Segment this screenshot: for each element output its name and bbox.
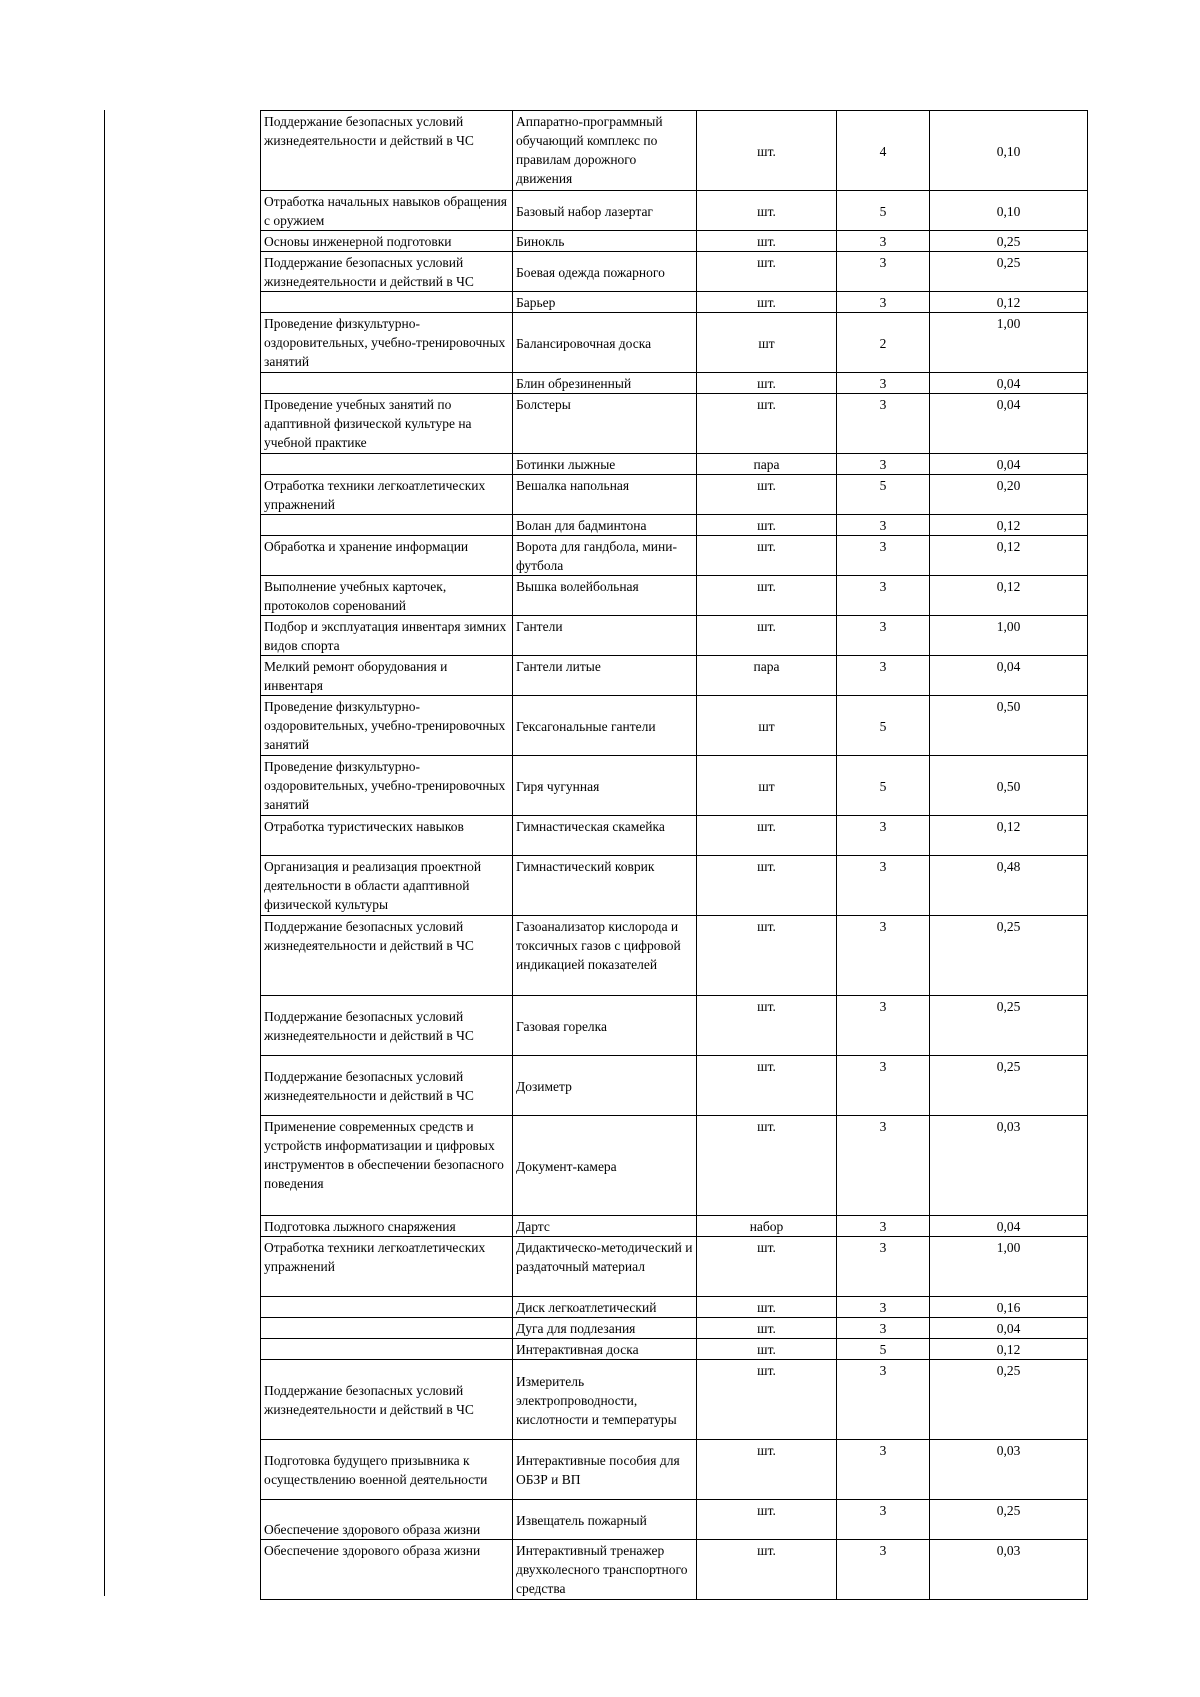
name-cell: Измеритель электропроводности, кислотности и температуры (513, 1360, 697, 1440)
coef-cell: 0,04 (930, 1318, 1088, 1339)
qty-cell: 5 (837, 191, 930, 231)
coef-cell: 0,04 (930, 1216, 1088, 1237)
unit-cell: шт. (697, 1318, 837, 1339)
name-cell: Газоанализатор кислорода и токсичных газов с цифровой индикацией показателей (513, 916, 697, 996)
purpose-cell (261, 1339, 513, 1360)
name-cell: Блин обрезиненный (513, 373, 697, 394)
qty-cell: 2 (837, 313, 930, 373)
name-cell: Аппаратно-программный обучающий комплекс по правилам дорожного движения (513, 111, 697, 191)
qty-cell: 5 (837, 756, 930, 816)
unit-cell: шт. (697, 252, 837, 292)
unit-cell: шт. (697, 515, 837, 536)
table-row (261, 916, 1088, 996)
purpose-cell: Организация и реализация проектной деятельности в области адаптивной физической культуры (261, 856, 513, 916)
name-cell: Гимнастический коврик (513, 856, 697, 916)
unit-cell: шт (697, 313, 837, 373)
purpose-cell: Отработка начальных навыков обращения с оружием (261, 191, 513, 231)
unit-cell: шт. (697, 111, 837, 191)
qty-cell: 5 (837, 696, 930, 756)
table-row (261, 1500, 1088, 1540)
purpose-cell (261, 515, 513, 536)
purpose-cell: Подбор и эксплуатация инвентаря зимних видов спорта (261, 616, 513, 656)
name-cell: Ботинки лыжные (513, 454, 697, 475)
qty-cell: 3 (837, 1440, 930, 1500)
qty-cell: 5 (837, 475, 930, 515)
qty-cell: 3 (837, 616, 930, 656)
qty-cell: 3 (837, 1116, 930, 1216)
name-cell: Документ-камера (513, 1116, 697, 1216)
purpose-cell: Проведение физкультурно-оздоровительных, учебно-тренировочных занятий (261, 696, 513, 756)
name-cell: Гимнастическая скамейка (513, 816, 697, 856)
coef-cell: 0,04 (930, 394, 1088, 454)
coef-cell: 0,25 (930, 1360, 1088, 1440)
unit-cell: шт. (697, 616, 837, 656)
purpose-cell: Применение современных средств и устройств информатизации и цифровых инструментов в обеспечении безопасного поведения (261, 1116, 513, 1216)
name-cell: Болстеры (513, 394, 697, 454)
coef-cell: 0,20 (930, 475, 1088, 515)
table-row (261, 454, 1088, 475)
coef-cell: 1,00 (930, 313, 1088, 373)
table-row (261, 816, 1088, 856)
unit-cell: шт. (697, 394, 837, 454)
coef-cell: 0,50 (930, 696, 1088, 756)
name-cell: Вешалка напольная (513, 475, 697, 515)
table-row (261, 1360, 1088, 1440)
name-cell: Дартс (513, 1216, 697, 1237)
table-row (261, 1540, 1088, 1600)
unit-cell: шт. (697, 996, 837, 1056)
unit-cell: шт. (697, 536, 837, 576)
name-cell: Дуга для подлезания (513, 1318, 697, 1339)
qty-cell: 3 (837, 1297, 930, 1318)
qty-cell: 3 (837, 856, 930, 916)
table-row (261, 1339, 1088, 1360)
name-cell: Ворота для гандбола, мини-футбола (513, 536, 697, 576)
qty-cell: 3 (837, 1500, 930, 1540)
unit-cell: шт. (697, 292, 837, 313)
unit-cell: шт. (697, 231, 837, 252)
purpose-cell (261, 1297, 513, 1318)
unit-cell: шт. (697, 816, 837, 856)
name-cell: Дозиметр (513, 1056, 697, 1116)
coef-cell: 0,04 (930, 656, 1088, 696)
qty-cell: 3 (837, 1318, 930, 1339)
name-cell: Гантели литые (513, 656, 697, 696)
unit-cell: пара (697, 454, 837, 475)
qty-cell: 3 (837, 292, 930, 313)
table-row (261, 292, 1088, 313)
purpose-cell: Выполнение учебных карточек, протоколов соренований (261, 576, 513, 616)
table-row (261, 1237, 1088, 1297)
coef-cell: 0,03 (930, 1540, 1088, 1600)
table-row (261, 1216, 1088, 1237)
unit-cell: шт. (697, 1500, 837, 1540)
table-row (261, 756, 1088, 816)
name-cell: Гексагональные гантели (513, 696, 697, 756)
purpose-cell: Обработка и хранение информации (261, 536, 513, 576)
unit-cell: шт. (697, 916, 837, 996)
qty-cell: 3 (837, 1237, 930, 1297)
table-row (261, 394, 1088, 454)
table-row (261, 996, 1088, 1056)
coef-cell: 0,25 (930, 252, 1088, 292)
qty-cell: 3 (837, 231, 930, 252)
qty-cell: 3 (837, 394, 930, 454)
coef-cell: 0,48 (930, 856, 1088, 916)
table-row (261, 475, 1088, 515)
qty-cell: 3 (837, 576, 930, 616)
purpose-cell: Поддержание безопасных условий жизнедеятельности и действий в ЧС (261, 1360, 513, 1440)
coef-cell: 0,25 (930, 1500, 1088, 1540)
unit-cell: набор (697, 1216, 837, 1237)
purpose-cell: Обеспечение здорового образа жизни (261, 1540, 513, 1600)
table-row (261, 576, 1088, 616)
unit-cell: шт. (697, 576, 837, 616)
name-cell: Боевая одежда пожарного (513, 252, 697, 292)
name-cell: Извещатель пожарный (513, 1500, 697, 1540)
purpose-cell (261, 1318, 513, 1339)
table-row (261, 1318, 1088, 1339)
name-cell: Дидактическо-методический и раздаточный материал (513, 1237, 697, 1297)
table-row (261, 231, 1088, 252)
name-cell: Гантели (513, 616, 697, 656)
unit-cell: шт. (697, 856, 837, 916)
coef-cell: 0,03 (930, 1440, 1088, 1500)
purpose-cell: Обеспечение здорового образа жизни (261, 1500, 513, 1540)
table-row (261, 536, 1088, 576)
unit-cell: шт (697, 696, 837, 756)
unit-cell: шт. (697, 1116, 837, 1216)
table-row (261, 252, 1088, 292)
purpose-cell: Основы инженерной подготовки (261, 231, 513, 252)
purpose-cell: Поддержание безопасных условий жизнедеятельности и действий в ЧС (261, 996, 513, 1056)
coef-cell: 0,10 (930, 111, 1088, 191)
table-row (261, 1297, 1088, 1318)
table-row (261, 1056, 1088, 1116)
table-row (261, 191, 1088, 231)
qty-cell: 3 (837, 454, 930, 475)
table-row (261, 616, 1088, 656)
coef-cell: 0,10 (930, 191, 1088, 231)
coef-cell: 0,12 (930, 576, 1088, 616)
name-cell: Базовый набор лазертаг (513, 191, 697, 231)
coef-cell: 0,16 (930, 1297, 1088, 1318)
purpose-cell: Проведение физкультурно-оздоровительных, учебно-тренировочных занятий (261, 756, 513, 816)
table-row (261, 373, 1088, 394)
unit-cell: шт (697, 756, 837, 816)
name-cell: Диск легкоатлетический (513, 1297, 697, 1318)
coef-cell: 0,04 (930, 454, 1088, 475)
name-cell: Волан для бадминтона (513, 515, 697, 536)
qty-cell: 3 (837, 515, 930, 536)
coef-cell: 0,04 (930, 373, 1088, 394)
qty-cell: 3 (837, 996, 930, 1056)
qty-cell: 5 (837, 1339, 930, 1360)
purpose-cell: Отработка техники легкоатлетических упражнений (261, 475, 513, 515)
qty-cell: 3 (837, 1216, 930, 1237)
name-cell: Барьер (513, 292, 697, 313)
qty-cell: 3 (837, 1056, 930, 1116)
name-cell: Интерактивные пособия для ОБЗР и ВП (513, 1440, 697, 1500)
coef-cell: 0,50 (930, 756, 1088, 816)
qty-cell: 3 (837, 1540, 930, 1600)
name-cell: Газовая горелка (513, 996, 697, 1056)
qty-cell: 3 (837, 536, 930, 576)
coef-cell: 0,03 (930, 1116, 1088, 1216)
name-cell: Интерактивная доска (513, 1339, 697, 1360)
coef-cell: 1,00 (930, 1237, 1088, 1297)
coef-cell: 0,12 (930, 536, 1088, 576)
purpose-cell: Подготовка лыжного снаряжения (261, 1216, 513, 1237)
qty-cell: 3 (837, 1360, 930, 1440)
purpose-cell: Поддержание безопасных условий жизнедеятельности и действий в ЧС (261, 111, 513, 191)
purpose-cell: Проведение учебных занятий по адаптивной физической культуре на учебной практике (261, 394, 513, 454)
coef-cell: 0,12 (930, 292, 1088, 313)
table-row (261, 696, 1088, 756)
purpose-cell: Отработка техники легкоатлетических упражнений (261, 1237, 513, 1297)
table-row (261, 856, 1088, 916)
unit-cell: пара (697, 656, 837, 696)
qty-cell: 4 (837, 111, 930, 191)
name-cell: Гиря чугунная (513, 756, 697, 816)
table-row (261, 313, 1088, 373)
qty-cell: 3 (837, 373, 930, 394)
margin-line (104, 110, 105, 1596)
coef-cell: 0,25 (930, 1056, 1088, 1116)
purpose-cell: Поддержание безопасных условий жизнедеятельности и действий в ЧС (261, 252, 513, 292)
purpose-cell: Отработка туристических навыков (261, 816, 513, 856)
qty-cell: 3 (837, 252, 930, 292)
unit-cell: шт. (697, 1297, 837, 1318)
purpose-cell: Мелкий ремонт оборудования и инвентаря (261, 656, 513, 696)
coef-cell: 0,12 (930, 515, 1088, 536)
unit-cell: шт. (697, 475, 837, 515)
purpose-cell: Поддержание безопасных условий жизнедеятельности и действий в ЧС (261, 1056, 513, 1116)
purpose-cell (261, 292, 513, 313)
equipment-table (260, 110, 1088, 1600)
purpose-cell (261, 454, 513, 475)
unit-cell: шт. (697, 1440, 837, 1500)
coef-cell: 0,12 (930, 1339, 1088, 1360)
unit-cell: шт. (697, 373, 837, 394)
purpose-cell: Поддержание безопасных условий жизнедеятельности и действий в ЧС (261, 916, 513, 996)
unit-cell: шт. (697, 191, 837, 231)
table-row (261, 1116, 1088, 1216)
unit-cell: шт. (697, 1237, 837, 1297)
name-cell: Вышка волейбольная (513, 576, 697, 616)
name-cell: Интерактивный тренажер двухколесного транспортного средства (513, 1540, 697, 1600)
qty-cell: 3 (837, 656, 930, 696)
unit-cell: шт. (697, 1339, 837, 1360)
purpose-cell: Проведение физкультурно-оздоровительных, учебно-тренировочных занятий (261, 313, 513, 373)
qty-cell: 3 (837, 916, 930, 996)
coef-cell: 0,25 (930, 231, 1088, 252)
table-row (261, 1440, 1088, 1500)
unit-cell: шт. (697, 1360, 837, 1440)
purpose-cell (261, 373, 513, 394)
table-row (261, 515, 1088, 536)
coef-cell: 0,25 (930, 916, 1088, 996)
coef-cell: 0,25 (930, 996, 1088, 1056)
unit-cell: шт. (697, 1056, 837, 1116)
name-cell: Балансировочная доска (513, 313, 697, 373)
coef-cell: 1,00 (930, 616, 1088, 656)
name-cell: Бинокль (513, 231, 697, 252)
table-row (261, 656, 1088, 696)
table-row (261, 111, 1088, 191)
purpose-cell: Подготовка будущего призывника к осуществлению военной деятельности (261, 1440, 513, 1500)
table-body (261, 111, 1088, 1600)
coef-cell: 0,12 (930, 816, 1088, 856)
qty-cell: 3 (837, 816, 930, 856)
unit-cell: шт. (697, 1540, 837, 1600)
